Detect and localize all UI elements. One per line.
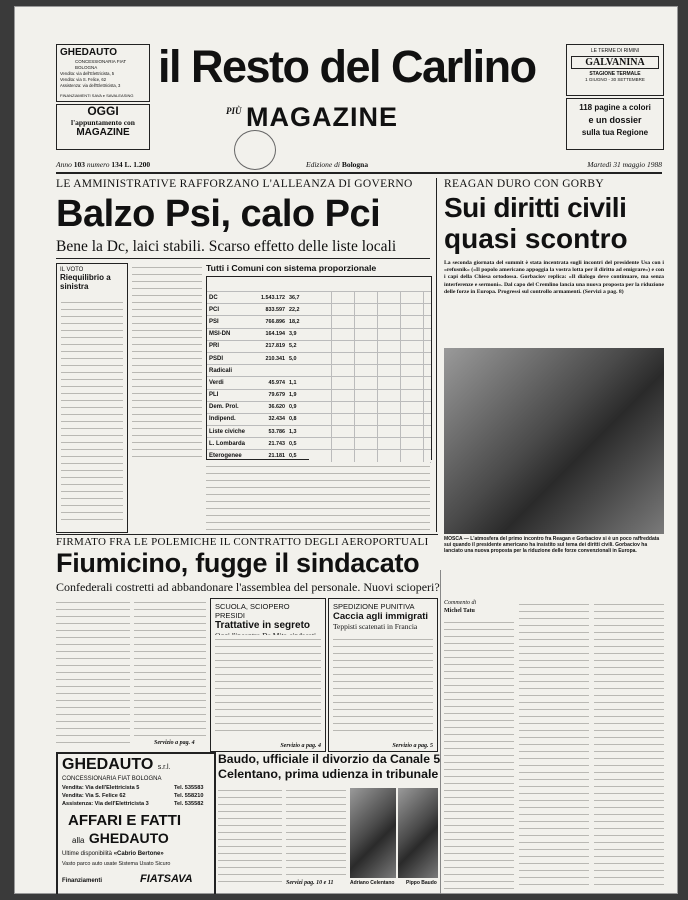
baudo-photo (398, 788, 438, 878)
table-other-columns (309, 438, 431, 450)
lead-article-text (132, 263, 202, 459)
oggi-label: OGGI (87, 104, 119, 118)
fiumicino-rule (56, 534, 438, 535)
baudo-text-2 (286, 786, 346, 878)
price: L. 1.200 (124, 160, 151, 169)
party-pct: 0,8 (287, 413, 309, 425)
financing-label: Finanziamenti (62, 878, 103, 884)
oggi-magazine: MAGAZINE (76, 127, 130, 138)
table-row (207, 292, 431, 304)
table-other-columns (309, 304, 431, 316)
party-name: Eterogenee (207, 450, 249, 462)
table-other-columns (309, 365, 431, 377)
caccia-headline: Caccia agli immigrati (333, 611, 429, 622)
scuola-kicker: SCUOLA, SCIOPERO PRESIDI (215, 602, 290, 620)
promo-box (566, 98, 664, 150)
party-votes: 53.786 (249, 426, 287, 438)
table-row (207, 316, 431, 328)
galvanina-line-1: LE TERME DI RIMINI (590, 48, 640, 54)
year-label: Anno (56, 160, 72, 169)
table-other-columns (309, 389, 431, 401)
party-name: Liste civiche (207, 426, 249, 438)
fiumicino-text-2 (134, 598, 206, 738)
commento-label: Commento di (444, 600, 477, 606)
table-row (207, 413, 431, 425)
alla-label (72, 830, 169, 848)
party-pct: 5,2 (287, 340, 309, 352)
table-row (207, 450, 431, 462)
party-pct: 1,1 (287, 377, 309, 389)
table-other-columns (309, 413, 431, 425)
scuola-box (210, 598, 326, 752)
table-row (207, 328, 431, 340)
party-pct: 22,2 (287, 304, 309, 316)
table-row (207, 426, 431, 438)
fiumicino-text-1 (56, 598, 130, 748)
ghedauto-bottom-brand-2: GHEDAUTO (88, 830, 169, 846)
promo-line-2: e un dossier (588, 115, 642, 125)
promo-line-1: 118 pagine a colori (579, 103, 651, 112)
lead-headline: Balzo Psi, calo Pci (56, 193, 381, 235)
party-votes: 210.341 (249, 352, 287, 364)
lead-kicker: LE AMMINISTRATIVE RAFFORZANO L'ALLEANZA DI GOVERNO (56, 178, 413, 190)
ghedauto-bottom-suffix: s.r.l. (157, 764, 171, 771)
ghedauto-line-1: Vendita: via dell'Elettricista, 5 (60, 71, 115, 76)
caccia-box (328, 598, 438, 752)
column-kicker: IL VOTO (60, 267, 84, 273)
alla-word: alla (72, 836, 85, 845)
ghedauto-financing: FINANZIAMENTI SAVA e SAVALEASING (60, 93, 134, 98)
reagan-lead: La seconda giornata del summit è stata incentrata sugli incontri del presidente Usa con i «refusnik» («Il popolo americano appoggia la vostra lotta per il diritto ad emigrare») e con i capi della Chiesa ortodossa. Gorbaciov replica: «Il dialogo deve continuare, ma senza interferenze e sermoni». Dal capo del Cremlino lancia una nuova proposta per la riduzione delle forze in Europa. Progressi sul controllo armamenti. (Servizi a pag. 8) (444, 260, 664, 295)
column-text (61, 298, 123, 526)
scuola-service: Servizio a pag. 4 (280, 743, 321, 749)
oggi-appointment: l'appuntamento con (71, 118, 135, 127)
scuola-text (215, 635, 321, 737)
issue-date: Martedì 31 maggio 1988 (587, 160, 662, 169)
lead-rule (56, 258, 430, 259)
party-pct: 0,5 (287, 450, 309, 462)
table-other-columns (309, 450, 431, 462)
reagan-kicker: REAGAN DURO CON GORBY (444, 178, 604, 190)
ghedauto-bottom-brand-name: GHEDAUTO (62, 756, 154, 773)
table-row (207, 401, 431, 413)
oggi-box (56, 104, 150, 150)
reagan-gorbaciov-photo (444, 348, 664, 534)
ghedauto-v1: Vendita: Via dell'Elettricista 5 (62, 785, 140, 791)
lead-article-text-2 (206, 462, 430, 530)
baudo-caption: Pippo Baudo (406, 880, 437, 886)
party-votes: 833.597 (249, 304, 287, 316)
party-pct: 36,7 (287, 292, 309, 304)
table-other-columns (309, 401, 431, 413)
ghedauto-sub: CONCESSIONARIA FIAT BOLOGNA (75, 59, 127, 70)
dateline (56, 160, 662, 170)
fiumicino-kicker: FIRMATO FRA LE POLEMICHE IL CONTRATTO DEGLI AEROPORTUALI (56, 536, 429, 548)
party-votes: 1.543.172 (249, 292, 287, 304)
table-other-columns (309, 377, 431, 389)
party-pct: 5,0 (287, 352, 309, 364)
ghedauto-ad-top (56, 44, 150, 102)
party-pct: 0,9 (287, 401, 309, 413)
galvanina-line-2: STAGIONE TERMALE (589, 71, 641, 77)
ghedauto-v2-tel: Tel. 558210 (174, 793, 204, 799)
baudo-headline-1: Baudo, ufficiale il divorzio da Canale 5 (218, 752, 441, 766)
usato-line: Vasto parco auto usate Sistema Usato Sicuro (62, 861, 171, 867)
table-other-columns (309, 340, 431, 352)
fiatsava-logo: FIATSAVA (140, 873, 193, 885)
caccia-text (333, 635, 433, 737)
column-title: Riequilibrio a sinistra (60, 273, 111, 291)
baudo-headline-2: Celentano, prima udienza in tribunale (218, 767, 439, 781)
table-other-columns (309, 426, 431, 438)
table-other-columns (309, 352, 431, 364)
caccia-subhead: Teppisti scatenati in Francia (333, 622, 418, 631)
caccia-service: Servizio a pag. 5 (392, 743, 433, 749)
commento-text-2 (519, 600, 589, 890)
results-table (206, 276, 432, 460)
party-name: PSDI (207, 352, 249, 364)
party-votes: 21.181 (249, 450, 287, 462)
ghedauto-ad-bottom (56, 752, 216, 894)
ghedauto-bottom-brand (62, 756, 171, 774)
ghedauto-bottom-sub: CONCESSIONARIA FIAT BOLOGNA (62, 776, 162, 782)
table-row (207, 340, 431, 352)
magazine-wordmark: MAGAZINE (246, 102, 398, 132)
party-name: MSI-DN (207, 328, 249, 340)
issue-number: 134 (111, 160, 123, 169)
table-title: Tutti i Comuni con sistema proporzionale (206, 263, 377, 273)
party-votes: 217.819 (249, 340, 287, 352)
column-divider-2 (440, 570, 441, 894)
party-votes: 164.194 (249, 328, 287, 340)
affari-e-fatti: AFFARI E FATTI (68, 812, 182, 829)
party-name: Radicali (207, 365, 249, 377)
table-row (207, 352, 431, 364)
il-voto-column (56, 263, 128, 533)
ghedauto-line-3: Assistenza: via dell'Elettricista, 3 (60, 83, 121, 88)
offer-line (62, 851, 164, 857)
party-name: PCI (207, 304, 249, 316)
party-name: PSI (207, 316, 249, 328)
edition (306, 160, 368, 169)
table-grid (207, 291, 431, 474)
galvanina-ad (566, 44, 664, 96)
baudo-text-1 (218, 786, 282, 886)
party-pct (287, 365, 309, 377)
ghedauto-v2: Vendita: Via S. Felice 62 (62, 793, 126, 799)
party-name: Verdi (207, 377, 249, 389)
ghedauto-v1-tel: Tel. 535583 (174, 785, 204, 791)
party-votes: 21.743 (249, 438, 287, 450)
party-name: PRI (207, 340, 249, 352)
ghedauto-brand: GHEDAUTO (60, 47, 118, 58)
scuola-headline: Trattative in segreto (215, 620, 311, 631)
commento-author: Michel Tatu (444, 608, 475, 614)
party-pct: 18,2 (287, 316, 309, 328)
reagan-caption: MOSCA — L'atmosfera del primo incontro fra Reagan e Gorbaciov si è un poco raffreddata sui quando il presidente americano ha insistito sul tema dei diritti civili. Gorbaciov ha lanciato una nuova proposta per la riduzione delle forze convenzionali in Europa. (444, 536, 660, 555)
party-votes: 36.620 (249, 401, 287, 413)
party-pct: 1,3 (287, 426, 309, 438)
number-label: numero (86, 160, 110, 169)
fiumicino-headline: Fiumicino, fugge il sindacato (56, 548, 420, 578)
commento-text-3 (594, 600, 664, 890)
celentano-photo (350, 788, 396, 878)
reagan-headline-1: Sui diritti civili (444, 192, 627, 223)
table-other-columns (309, 316, 431, 328)
party-pct: 3,9 (287, 328, 309, 340)
table-row (207, 365, 431, 377)
newspaper-page (14, 6, 678, 894)
party-votes (249, 365, 287, 377)
ghedauto-v3-tel: Tel. 535582 (174, 801, 204, 807)
offer-prefix: Ultime disponibilità (62, 851, 113, 857)
fiumicino-service: Servizio a pag. 4 (154, 740, 195, 746)
edition-prefix: Edizione di (306, 160, 340, 169)
edition-city: Bologna (341, 160, 369, 169)
table-row (207, 389, 431, 401)
column-divider (436, 178, 437, 532)
reagan-headline-2: quasi scontro (444, 223, 628, 254)
masthead-rule (56, 172, 662, 174)
party-name: L. Lombarda (207, 438, 249, 450)
masthead-title: il Resto del Carlino (158, 41, 536, 92)
offer-name: «Cabrio Bertone» (113, 851, 164, 857)
party-votes: 766.896 (249, 316, 287, 328)
table-row (207, 304, 431, 316)
party-name: PLI (207, 389, 249, 401)
caccia-kicker: SPEDIZIONE PUNITIVA (333, 602, 415, 611)
table-row (207, 438, 431, 450)
galvanina-line-3: 1 GIUGNO - 30 SETTEMBRE (585, 77, 645, 82)
party-name: DC (207, 292, 249, 304)
party-votes: 45.974 (249, 377, 287, 389)
promo-line-3: sulla tua Regione (581, 128, 649, 137)
celentano-caption: Adriano Celentano (350, 880, 395, 886)
lead-subhead: Bene la Dc, laici stabili. Scarso effetto delle liste locali (56, 238, 397, 255)
table-head (207, 277, 431, 292)
table-other-columns (309, 292, 431, 304)
party-name: Dem. Prol. (207, 401, 249, 413)
table-row (207, 377, 431, 389)
galvanina-brand: GALVANINA (571, 56, 659, 69)
party-pct: 0,5 (287, 438, 309, 450)
fiumicino-subhead: Confederali costretti ad abbandonare l'assemblea del personale. Nuovi scioperi? (56, 580, 440, 594)
party-name: Indipend. (207, 413, 249, 425)
table-other-columns (309, 328, 431, 340)
commento-text-1 (444, 618, 514, 890)
party-pct: 1,9 (287, 389, 309, 401)
ghedauto-v3: Assistenza: Via dell'Elettricista 3 (62, 801, 149, 807)
party-votes: 32.434 (249, 413, 287, 425)
ghedauto-line-2: Vendita: via S. Felice, 62 (60, 77, 107, 82)
piu-label: PIÙ (226, 106, 242, 116)
party-votes: 79.679 (249, 389, 287, 401)
year-number: 103 (73, 160, 85, 169)
baudo-service: Servizi pag. 10 e 11 (286, 880, 334, 886)
